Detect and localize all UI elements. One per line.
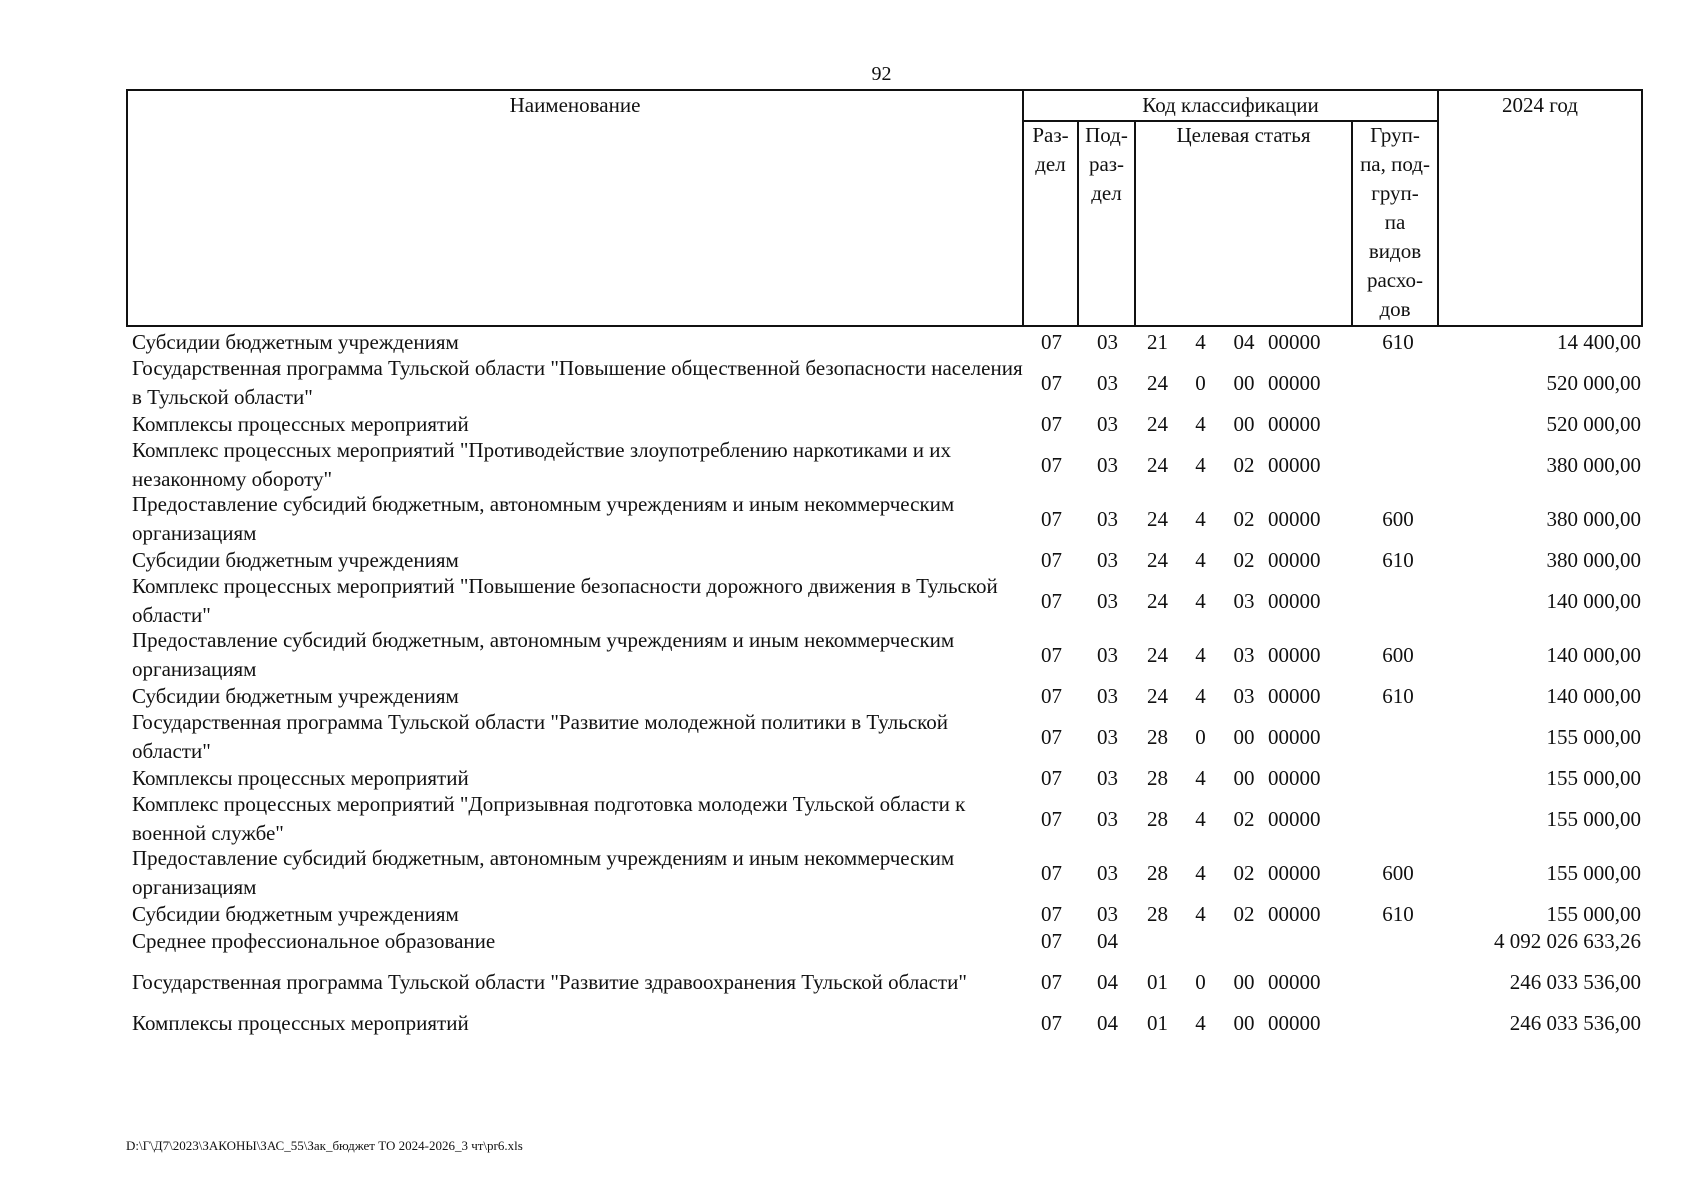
row-amount: 380 000,00 [1546, 452, 1641, 477]
row-target-article-program: 24 [1147, 547, 1168, 572]
row-amount: 155 000,00 [1546, 901, 1641, 926]
row-amount: 155 000,00 [1546, 806, 1641, 831]
row-target-article-type: 4 [1195, 1010, 1206, 1035]
row-podrazdel: 03 [1097, 370, 1118, 395]
row-target-article-type: 4 [1195, 506, 1206, 531]
header-group [1353, 121, 1437, 324]
row-amount: 140 000,00 [1546, 642, 1641, 667]
row-name: Государственная программа Тульской области "Развитие здравоохранения Тульской области" [132, 969, 967, 994]
row-podrazdel: 03 [1097, 724, 1118, 749]
table-row [126, 438, 1643, 492]
row-name: Среднее профессиональное образование [132, 929, 496, 953]
row-amount: 140 000,00 [1546, 588, 1641, 613]
row-name: Предоставление субсидий бюджетным, автономным учреждениям и иным некоммерческим организациям [132, 492, 955, 545]
row-target-article-subprogram: 00 [1233, 411, 1255, 436]
row-target-article-direction: 00000 [1268, 806, 1321, 831]
row-name: Предоставление субсидий бюджетным, автономным учреждениям и иным некоммерческим организациям [132, 846, 955, 899]
table-row [126, 1009, 1643, 1037]
row-razdel: 07 [1041, 370, 1062, 395]
row-razdel: 07 [1041, 329, 1062, 354]
row-podrazdel: 04 [1097, 929, 1118, 953]
row-name: Субсидии бюджетным учреждениям [132, 901, 459, 926]
row-target-article-program: 24 [1147, 642, 1168, 667]
row-target-article-program: 24 [1147, 588, 1168, 613]
row-amount: 246 033 536,00 [1509, 969, 1641, 994]
row-target-article-type: 4 [1195, 901, 1206, 926]
header-podrazdel [1079, 121, 1134, 208]
row-amount: 520 000,00 [1546, 411, 1641, 436]
row-amount: 155 000,00 [1546, 724, 1641, 749]
row-podrazdel: 03 [1097, 765, 1118, 790]
row-target-article-type: 0 [1195, 724, 1206, 749]
row-target-article-direction: 00000 [1268, 724, 1321, 749]
header-podrazdel-line: раз- [1088, 152, 1125, 176]
row-target-article-type: 0 [1195, 370, 1206, 395]
row-target-article-subprogram: 03 [1233, 588, 1255, 613]
header-group-line: па [1384, 210, 1406, 234]
row-podrazdel: 04 [1097, 1010, 1118, 1035]
row-razdel: 07 [1041, 452, 1062, 477]
table-row [126, 764, 1643, 792]
row-target-article-subprogram: 02 [1233, 806, 1255, 831]
row-target-article-direction: 00000 [1268, 411, 1321, 436]
row-target-article-program: 24 [1147, 683, 1168, 708]
table-row [126, 410, 1643, 438]
row-amount: 14 400,00 [1557, 329, 1641, 354]
row-target-article-direction: 00000 [1268, 588, 1321, 613]
table-row [126, 628, 1643, 682]
row-amount: 246 033 536,00 [1509, 1010, 1641, 1035]
header-name: Наименование [509, 93, 641, 117]
row-target-article-direction: 00000 [1268, 860, 1321, 885]
row-target-article-type: 4 [1195, 588, 1206, 613]
row-target-article-direction: 00000 [1268, 547, 1321, 572]
page-number: 92 [871, 63, 892, 85]
row-target-article-type: 0 [1195, 969, 1206, 994]
row-target-article-direction: 00000 [1268, 506, 1321, 531]
table-row [126, 710, 1643, 764]
row-expense-group: 610 [1382, 547, 1414, 572]
row-target-article-subprogram: 03 [1233, 683, 1255, 708]
row-podrazdel: 03 [1097, 329, 1118, 354]
file-path: D:\Г\Д7\2023\ЗАКОНЫ\ЗАС_55\Зак_бюджет ТО 2024-2026_3 чт\pr6.xls [126, 1138, 523, 1153]
row-target-article-program: 28 [1147, 860, 1168, 885]
row-target-article-subprogram: 02 [1233, 452, 1255, 477]
table-row [126, 574, 1643, 628]
row-target-article-type: 4 [1195, 683, 1206, 708]
table-row [126, 328, 1643, 356]
header-razdel [1024, 121, 1077, 179]
table-row [126, 846, 1643, 900]
row-target-article-program: 24 [1147, 370, 1168, 395]
row-name: Государственная программа Тульской области "Повышение общественной безопасности населения в Тульской области" [132, 356, 1023, 409]
row-target-article-direction: 00000 [1268, 901, 1321, 926]
row-razdel: 07 [1041, 1010, 1062, 1035]
row-target-article-type: 4 [1195, 547, 1206, 572]
row-razdel: 07 [1041, 411, 1062, 436]
table-row [126, 546, 1643, 574]
row-podrazdel: 03 [1097, 506, 1118, 531]
row-expense-group: 610 [1382, 901, 1414, 926]
row-razdel: 07 [1041, 506, 1062, 531]
row-target-article-type: 4 [1195, 765, 1206, 790]
row-name: Предоставление субсидий бюджетным, автономным учреждениям и иным некоммерческим организациям [132, 628, 955, 681]
header-group-line: па, под- [1360, 152, 1430, 176]
row-target-article-direction: 00000 [1268, 370, 1321, 395]
row-target-article-program: 28 [1147, 724, 1168, 749]
header-razdel-line: Раз- [1032, 123, 1069, 147]
row-target-article-subprogram: 00 [1233, 969, 1255, 994]
row-amount: 380 000,00 [1546, 506, 1641, 531]
row-podrazdel: 03 [1097, 860, 1118, 885]
header-group-line: дов [1379, 297, 1411, 321]
table-row [126, 792, 1643, 846]
header-group-line: видов [1368, 239, 1422, 263]
header-group-line: расхо- [1366, 268, 1424, 292]
row-amount: 155 000,00 [1546, 860, 1641, 885]
row-name: Комплекс процессных мероприятий "Противодействие злоупотреблению наркотиками и их незаконному обороту" [132, 438, 951, 491]
row-podrazdel: 03 [1097, 588, 1118, 613]
row-target-article-subprogram: 02 [1233, 860, 1255, 885]
row-name: Комплекс процессных мероприятий "Повышение безопасности дорожного движения в Тульской области" [132, 574, 998, 627]
row-razdel: 07 [1041, 683, 1062, 708]
row-podrazdel: 03 [1097, 642, 1118, 667]
row-amount: 140 000,00 [1546, 683, 1641, 708]
table-row [126, 928, 1643, 955]
row-target-article-program: 01 [1147, 1010, 1168, 1035]
row-name: Субсидии бюджетным учреждениям [132, 329, 459, 354]
row-target-article-subprogram: 02 [1233, 547, 1255, 572]
header-divider [1437, 91, 1439, 325]
row-target-article-subprogram: 02 [1233, 901, 1255, 926]
row-target-article-type: 4 [1195, 860, 1206, 885]
row-razdel: 07 [1041, 547, 1062, 572]
row-podrazdel: 03 [1097, 901, 1118, 926]
row-target-article-program: 24 [1147, 411, 1168, 436]
row-target-article-program: 24 [1147, 452, 1168, 477]
row-razdel: 07 [1041, 642, 1062, 667]
row-target-article-type: 4 [1195, 642, 1206, 667]
row-target-article-type: 4 [1195, 411, 1206, 436]
row-target-article-subprogram: 00 [1233, 765, 1255, 790]
row-razdel: 07 [1041, 860, 1062, 885]
row-name: Субсидии бюджетным учреждениям [132, 683, 459, 708]
row-podrazdel: 03 [1097, 547, 1118, 572]
row-expense-group: 600 [1382, 860, 1414, 885]
row-name: Государственная программа Тульской области "Развитие молодежной политики в Тульской области" [132, 710, 949, 763]
row-expense-group: 610 [1382, 329, 1414, 354]
row-target-article-subprogram: 00 [1233, 1010, 1255, 1035]
row-amount: 380 000,00 [1546, 547, 1641, 572]
row-target-article-type: 4 [1195, 452, 1206, 477]
row-target-article-program: 21 [1147, 329, 1168, 354]
header-group-line: Груп- [1370, 123, 1420, 147]
row-target-article-subprogram: 04 [1233, 329, 1255, 354]
row-razdel: 07 [1041, 765, 1062, 790]
row-razdel: 07 [1041, 724, 1062, 749]
row-target-article-program: 28 [1147, 765, 1168, 790]
header-year: 2024 год [1502, 93, 1578, 117]
row-razdel: 07 [1041, 806, 1062, 831]
row-razdel: 07 [1041, 901, 1062, 926]
row-name: Комплексы процессных мероприятий [132, 765, 469, 790]
row-target-article-type: 4 [1195, 806, 1206, 831]
row-amount: 520 000,00 [1546, 370, 1641, 395]
table-row [126, 955, 1643, 1009]
table-row [126, 356, 1643, 410]
table-row [126, 900, 1643, 928]
row-target-article-program: 28 [1147, 901, 1168, 926]
row-razdel: 07 [1041, 588, 1062, 613]
row-amount: 155 000,00 [1546, 765, 1641, 790]
header-podrazdel-line: Под- [1085, 123, 1128, 147]
header-code-classification: Код классификации [1142, 93, 1319, 117]
row-name: Комплекс процессных мероприятий "Допризывная подготовка молодежи Тульской области к военной службе" [132, 792, 966, 845]
row-target-article-program: 28 [1147, 806, 1168, 831]
header-razdel-line: дел [1035, 152, 1066, 176]
header-target-article: Целевая статья [1176, 123, 1311, 147]
row-name: Субсидии бюджетным учреждениям [132, 547, 459, 572]
table-row [126, 682, 1643, 710]
row-target-article-program: 24 [1147, 506, 1168, 531]
header-divider [1134, 121, 1136, 325]
header-group-line: груп- [1371, 181, 1419, 205]
row-razdel: 07 [1041, 969, 1062, 994]
row-podrazdel: 03 [1097, 683, 1118, 708]
table-header [126, 89, 1643, 327]
row-target-article-type: 4 [1195, 329, 1206, 354]
row-name: Комплексы процессных мероприятий [132, 411, 469, 436]
row-target-article-direction: 00000 [1268, 765, 1321, 790]
row-expense-group: 600 [1382, 642, 1414, 667]
row-target-article-subprogram: 00 [1233, 370, 1255, 395]
row-target-article-direction: 00000 [1268, 329, 1321, 354]
row-expense-group: 610 [1382, 683, 1414, 708]
row-podrazdel: 04 [1097, 969, 1118, 994]
row-podrazdel: 03 [1097, 806, 1118, 831]
header-podrazdel-line: дел [1091, 181, 1122, 205]
row-target-article-subprogram: 03 [1233, 642, 1255, 667]
table-row [126, 492, 1643, 546]
row-target-article-direction: 00000 [1268, 1010, 1321, 1035]
row-amount: 4 092 026 633,26 [1494, 929, 1641, 953]
row-target-article-program: 01 [1147, 969, 1168, 994]
row-target-article-direction: 00000 [1268, 452, 1321, 477]
row-razdel: 07 [1041, 929, 1062, 953]
row-target-article-direction: 00000 [1268, 683, 1321, 708]
row-name: Комплексы процессных мероприятий [132, 1010, 469, 1035]
row-target-article-subprogram: 00 [1233, 724, 1255, 749]
row-expense-group: 600 [1382, 506, 1414, 531]
row-target-article-direction: 00000 [1268, 969, 1321, 994]
row-target-article-subprogram: 02 [1233, 506, 1255, 531]
table-body [126, 328, 1643, 1037]
row-podrazdel: 03 [1097, 452, 1118, 477]
row-target-article-direction: 00000 [1268, 642, 1321, 667]
row-podrazdel: 03 [1097, 411, 1118, 436]
